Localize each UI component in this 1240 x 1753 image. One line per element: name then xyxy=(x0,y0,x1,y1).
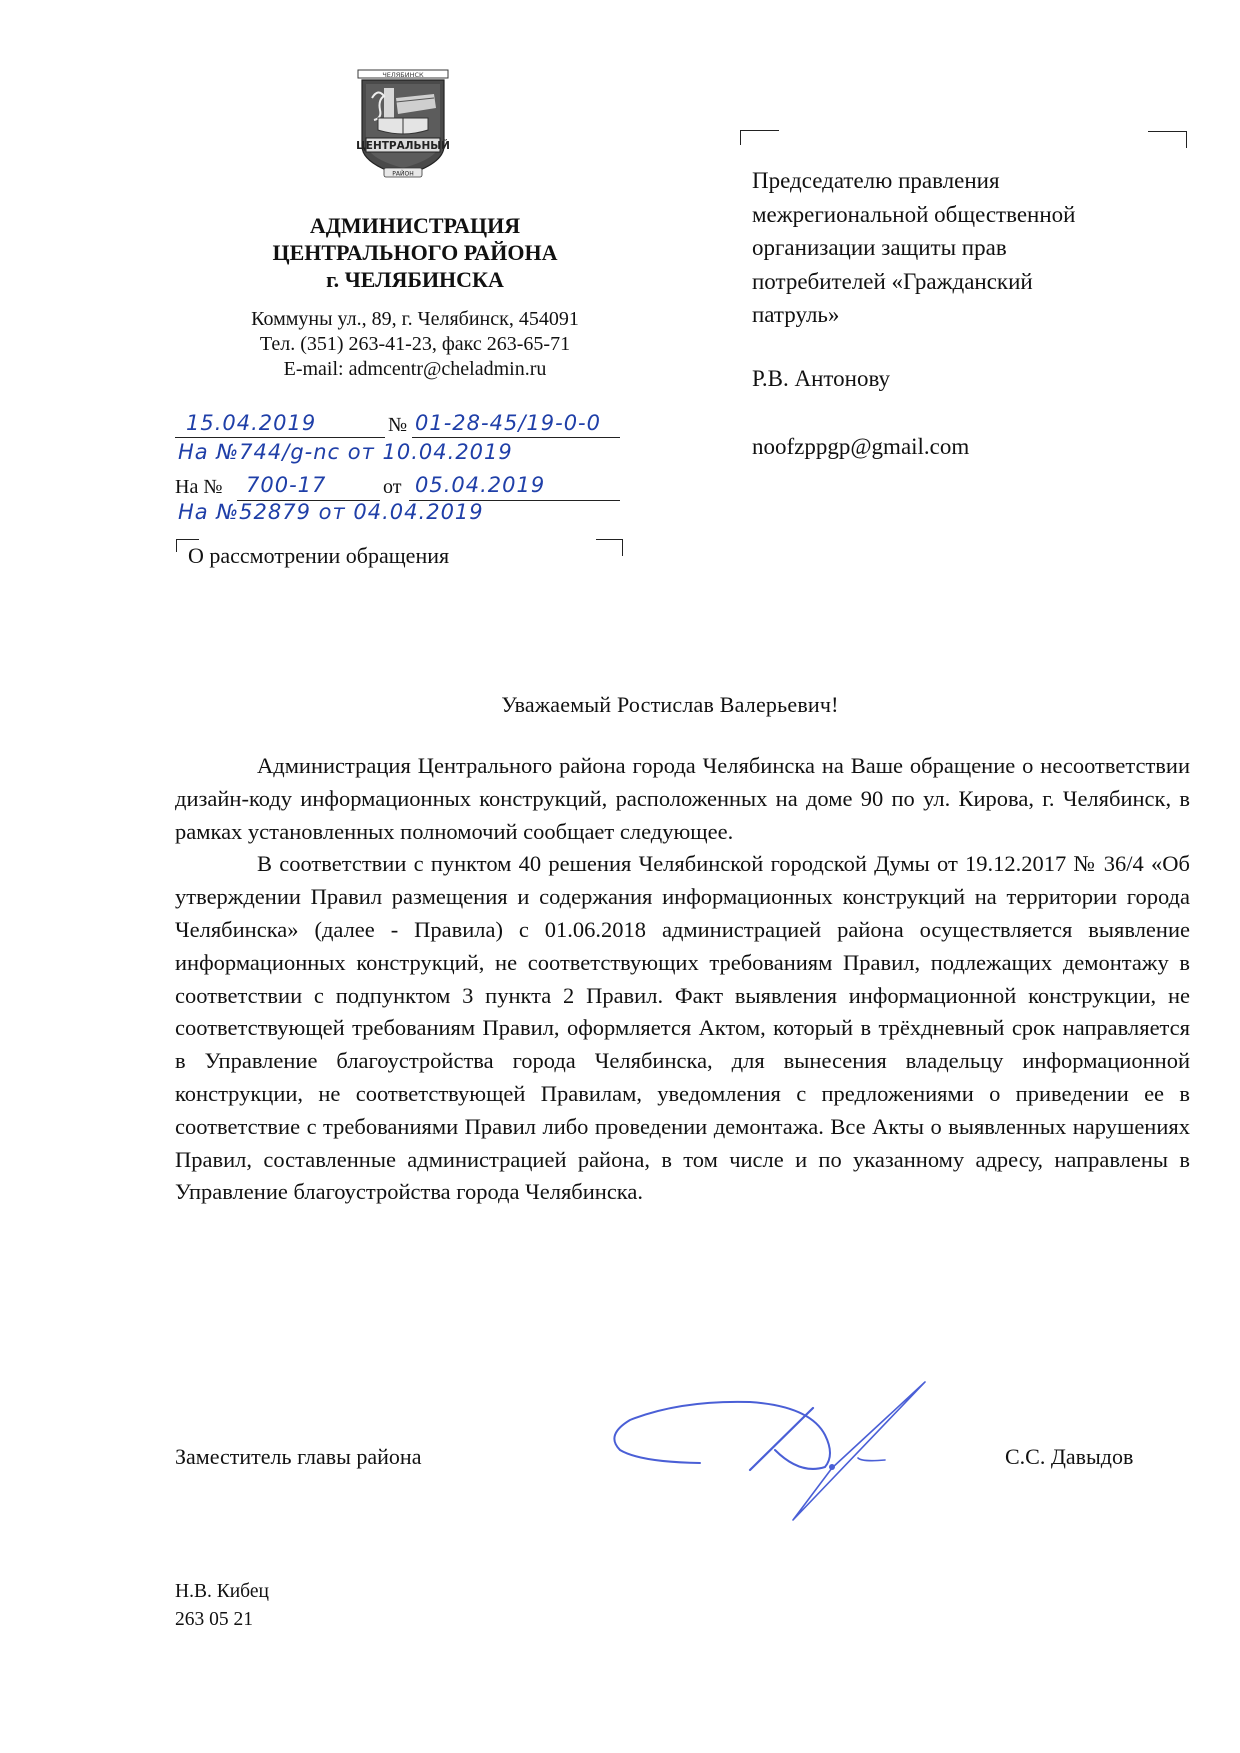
outgoing-date-handwritten: 15.04.2019 xyxy=(186,411,317,435)
org-address: Коммуны ул., 89, г. Челябинск, 454091 xyxy=(251,308,579,330)
greeting: Уважаемый Ростислав Валерьевич! xyxy=(501,692,839,717)
addressee-corner-right xyxy=(1148,131,1187,148)
organization-contacts xyxy=(150,307,680,382)
reply-date-handwritten: 05.04.2019 xyxy=(415,473,546,497)
executor-name: Н.В. Кибец xyxy=(175,1581,269,1602)
signatory-name: С.С. Давыдов xyxy=(1005,1444,1134,1469)
addressee-line: потребителей «Гражданский xyxy=(752,268,1033,294)
addressee-position xyxy=(752,164,1212,332)
organization-title xyxy=(150,212,680,293)
addressee-line: патруль» xyxy=(752,302,840,327)
subject-corner-right xyxy=(596,539,623,556)
org-email: E-mail: admcentr@cheladmin.ru xyxy=(283,358,547,380)
org-phone: Тел. (351) 263-41-23, факс 263-65-71 xyxy=(259,333,571,355)
number-label: № xyxy=(388,414,408,436)
addressee-line: межрегиональной общественной xyxy=(752,201,1076,227)
addressee-name: Р.В. Антонову xyxy=(752,366,891,391)
letter-subject: О рассмотрении обращения xyxy=(188,543,450,568)
number-underline xyxy=(412,437,620,438)
body-paragraph: Администрация Центрального района города Челябинска на Ваше обращение о несоответствии дизайн-коду информационных конструкций, расположенных на доме 90 по ул. Кирова, г. Челябинск, в рамках установленных полномочий сообщает следующее. xyxy=(175,753,1190,844)
executor-block xyxy=(175,1578,269,1634)
coat-of-arms-emblem xyxy=(356,68,450,184)
emblem-text-main: ЦЕНТРАЛЬНЫЙ xyxy=(356,140,450,152)
org-line-2: ЦЕНТРАЛЬНОГО РАЙОНА xyxy=(272,240,558,265)
emblem-text-bottom: РАЙОН xyxy=(392,170,414,178)
letter-body xyxy=(175,750,1190,1209)
body-paragraph: В соответствии с пунктом 40 решения Челябинской городской Думы от 19.12.2017 № 36/4 «Об утверждении Правил размещения и содержания информационных конструкций на территории города Челябинска» (далее - Правила) с 01.06.2018 администрацией района осуществляется выявление информационных конструкций, не соответствующих требованиям Правил, подлежащих демонтажу в соответствии с подпунктом 3 пункта 2 Правил. Факт выявления информационной конструкции, не соответствующей требованиям Правил, оформляется Актом, который в трёхдневный срок направляется в Управление благоустройства города Челябинска, для вынесения владельцу информационной конструкции, не соответствующей Правилам, уведомления с предложениями о приведении ее в соответствие с требованиями Правил либо проведении демонтажа. Все Акты о выявленных нарушениях Правил, составленные администрацией района, в том числе и по указанному адресу, направлены в Управление благоустройства города Челябинска. xyxy=(175,851,1190,1205)
date-underline xyxy=(175,437,385,438)
org-line-3: г. ЧЕЛЯБИНСКА xyxy=(326,267,504,292)
addressee-email: noofzppgp@gmail.com xyxy=(752,434,970,459)
reply-number-label: На № xyxy=(175,476,223,498)
reply-from-label: от xyxy=(383,476,402,498)
addressee-line: Председателю правления xyxy=(752,168,1000,193)
emblem-text-top: ЧЕЛЯБИНСК xyxy=(382,71,424,79)
handwritten-signature xyxy=(600,1370,960,1530)
outgoing-number-handwritten: 01-28-45/19-0-0 xyxy=(415,411,601,435)
handwritten-note-1: На №744/g-nc от 10.04.2019 xyxy=(178,440,513,464)
executor-phone: 263 05 21 xyxy=(175,1609,253,1630)
addressee-corner-left xyxy=(740,130,779,145)
addressee-line: организации защиты прав xyxy=(752,235,1007,260)
handwritten-note-2: На №52879 от 04.04.2019 xyxy=(178,500,484,524)
reply-number-handwritten: 700-17 xyxy=(246,473,327,497)
org-line-1: АДМИНИСТРАЦИЯ xyxy=(309,213,521,238)
signatory-role: Заместитель главы района xyxy=(175,1444,422,1469)
